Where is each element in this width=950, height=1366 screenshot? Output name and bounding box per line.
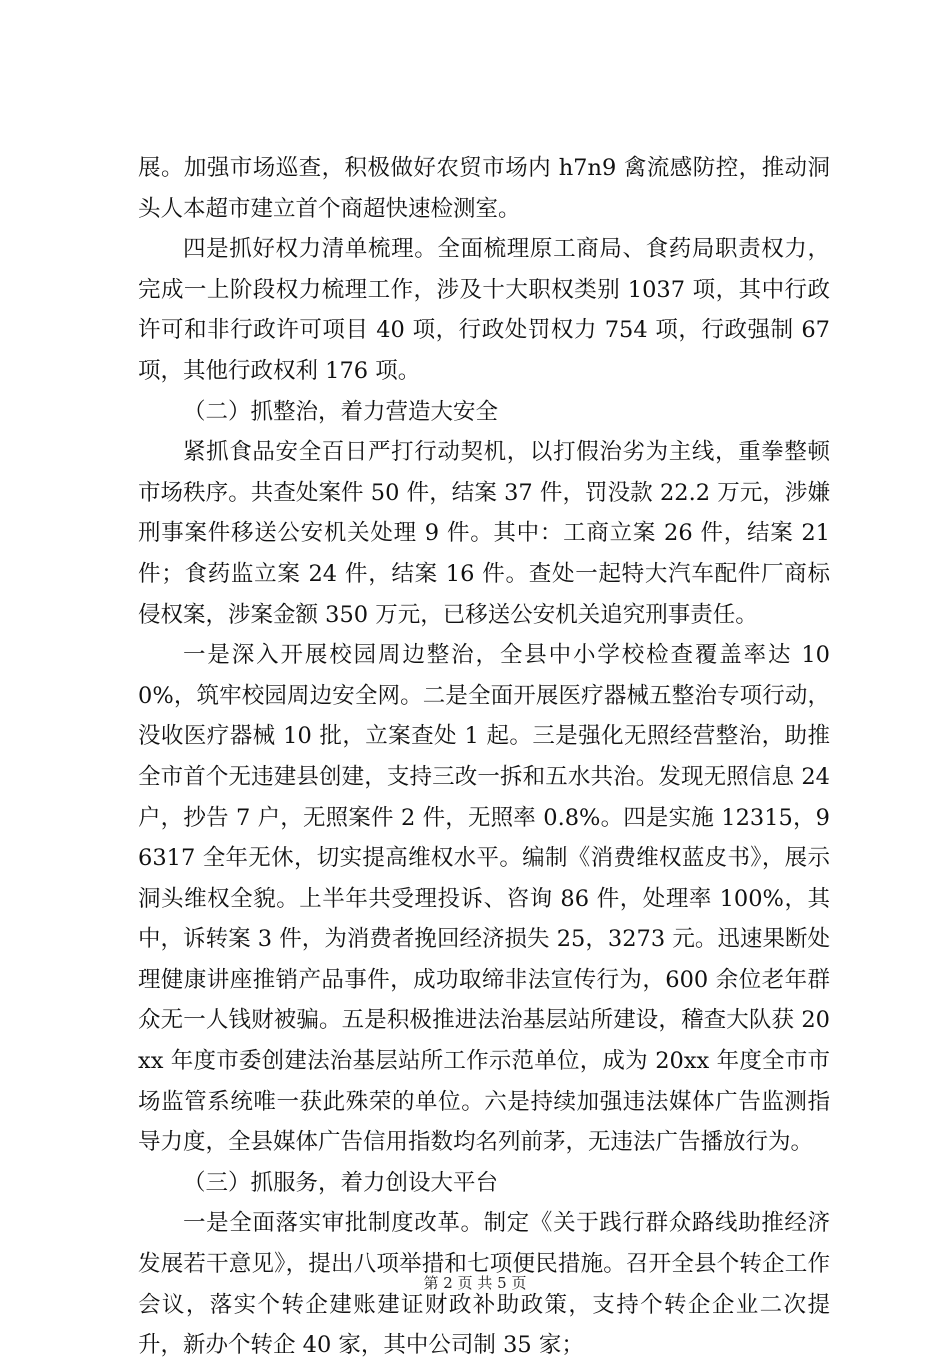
paragraph-power-list: 四是抓好权力清单梳理。全面梳理原工商局、食药局职责权力，完成一上阶段权力梳理工作，涉及十大职权类别 1037 项，其中行政许可和非行政许可项目 40 项，行政处罚权力 754 项，行政强制 67 项，其他行政权利 176 项。: [138, 236, 830, 384]
section-heading-service: （三）抓服务，着力创设大平台: [183, 1169, 499, 1196]
page-number-footer: 第 2 页 共 5 页: [423, 1274, 527, 1292]
paragraph-food-safety: 紧抓食品安全百日严打行动契机，以打假治劣为主线，重拳整顿市场秩序。共查处案件 50 件，结案 37 件，罚没款 22.2 万元，涉嫌刑事案件移送公安机关处理 9 件。其中：工商立案 26 件，结案 21 件；食药监立案 24 件，结案 16 件。查处一起特大汽车配件厂商标侵权案，涉案金额 350 万元，已移送公安机关追究刑事责任。: [138, 439, 830, 628]
paragraph-continuation: 展。加强市场巡查，积极做好农贸市场内 h7n9 禽流感防控，推动洞头人本超市建立首个商超快速检测室。: [138, 155, 830, 222]
paragraph-approval-reform: 一是全面落实审批制度改革。制定《关于践行群众路线助推经济发展若干意见》，提出八项举措和七项便民措施。召开全县个转企工作会议，落实个转企建账建证财政补助政策，支持个转企企业二次提升，新办个转企 40 家，其中公司制 35 家；: [138, 1210, 830, 1359]
document-body: [138, 148, 830, 1366]
section-heading-rectification: （二）抓整治，着力营造大安全: [183, 398, 499, 425]
paragraph-campus-rectification: 一是深入开展校园周边整治，全县中小学校检查覆盖率达 100%，筑牢校园周边安全网。二是全面开展医疗器械五整治专项行动，没收医疗器械 10 批，立案查处 1 起。三是强化无照经营整治，助推全市首个无违建县创建，支持三改一拆和五水共治。发现无照信息 24 户，抄告 7 户，无照案件 2 件，无照率 0.8%。四是实施 12315，96317 全年无休，切实提高维权水平。编制《消费维权蓝皮书》，展示洞头维权全貌。上半年共受理投诉、咨询 86 件，处理率 100%，其中，诉转案 3 件，为消费者挽回经济损失 25，3273 元。迅速果断处理健康讲座推销产品事件，成功取缔非法宣传行为，600 余位老年群众无一人钱财被骗。五是积极推进法治基层站所建设，稽查大队获 20xx 年度市委创建法治基层站所工作示范单位，成为 20xx 年度全市市场监管系统唯一获此殊荣的单位。六是持续加强违法媒体广告监测指导力度，全县媒体广告信用指数均名列前茅，无违法广告播放行为。: [138, 642, 830, 1156]
